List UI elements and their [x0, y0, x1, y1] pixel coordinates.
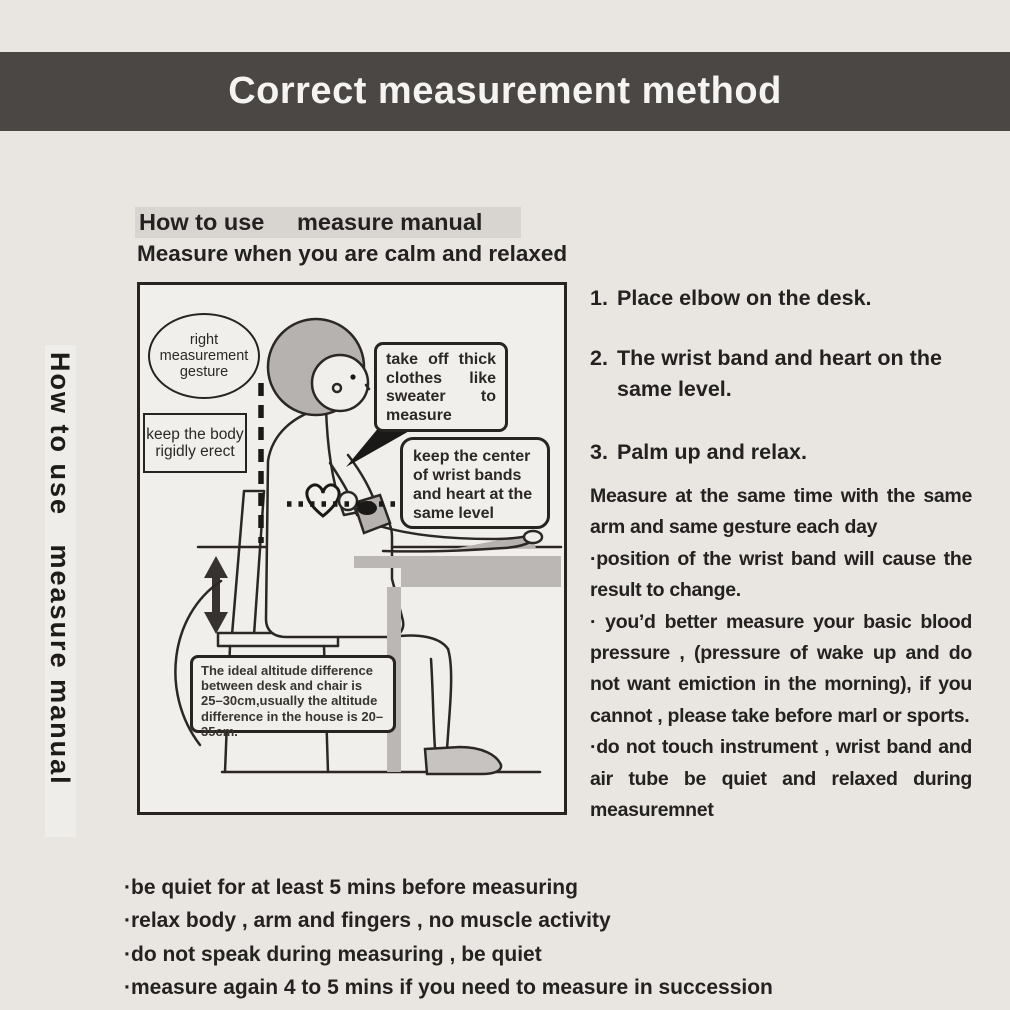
vertical-section-label: How to use measure manual	[45, 352, 75, 786]
shin-back-line	[431, 659, 435, 749]
step-item	[590, 437, 978, 468]
note-item: ·position of the wrist band will cause the result to change.	[590, 547, 972, 602]
step-number: 1.	[590, 286, 608, 310]
fist	[339, 492, 357, 510]
step-text: Place elbow on the desk.	[617, 286, 872, 310]
step-text: Palm up and relax.	[617, 440, 807, 464]
callout-altitude-difference: The ideal altitude difference between desk and chair is 25–30cm,usually the altitude difference in the house is 20–35cm.	[190, 655, 396, 733]
title-bar	[0, 52, 1010, 131]
tip-item: ·be quiet for at least 5 mins before measuring	[124, 876, 578, 899]
posture-illustration-panel	[137, 282, 567, 815]
height-adjust-arrow-icon	[204, 556, 228, 634]
step-text: The wrist band and heart on the same level.	[617, 346, 942, 401]
note-item: Measure at the same time with the same arm and same gesture each day	[590, 485, 972, 539]
callout-body-erect: keep the body rigidly erect	[143, 413, 247, 473]
section-heading-strip	[135, 207, 521, 238]
callout-right-gesture: right measurement gesture	[148, 313, 260, 399]
face	[312, 355, 368, 411]
callout-take-off-clothes: take off thick clothes like sweater to measure	[374, 342, 508, 432]
section-heading: How to use measure manual	[139, 209, 483, 235]
eye	[350, 374, 355, 379]
step-item	[590, 283, 978, 314]
step-number: 2.	[590, 346, 608, 370]
step-item	[590, 343, 978, 405]
slipper	[425, 747, 501, 774]
tip-item: ·do not speak during measuring , be quiet	[124, 942, 542, 966]
step-number: 3.	[590, 440, 608, 464]
page-title: Correct measurement method	[228, 70, 782, 112]
tip-item: ·relax body , arm and fingers , no muscle activity	[124, 909, 611, 933]
tip-item: ·measure again 4 to 5 mins if you need to measure in succession	[124, 976, 773, 1000]
note-item: · you’d better measure your basic blood pressure , (pressure of wake up and do not want emiction in the morning), if you cannot , please take before marl or sports.	[590, 610, 972, 727]
hand	[524, 531, 542, 543]
footer-tips-list	[124, 871, 854, 1005]
section-subheading: Measure when you are calm and relaxed	[137, 241, 568, 266]
measurement-notes	[590, 481, 972, 826]
callout-wrist-heart-level: keep the center of wrist bands and heart at the same level	[400, 437, 550, 529]
shin-front-line	[447, 649, 451, 749]
note-item: ·do not touch instrument , wrist band and air tube be quiet and relaxed during measuremnet	[590, 736, 972, 822]
